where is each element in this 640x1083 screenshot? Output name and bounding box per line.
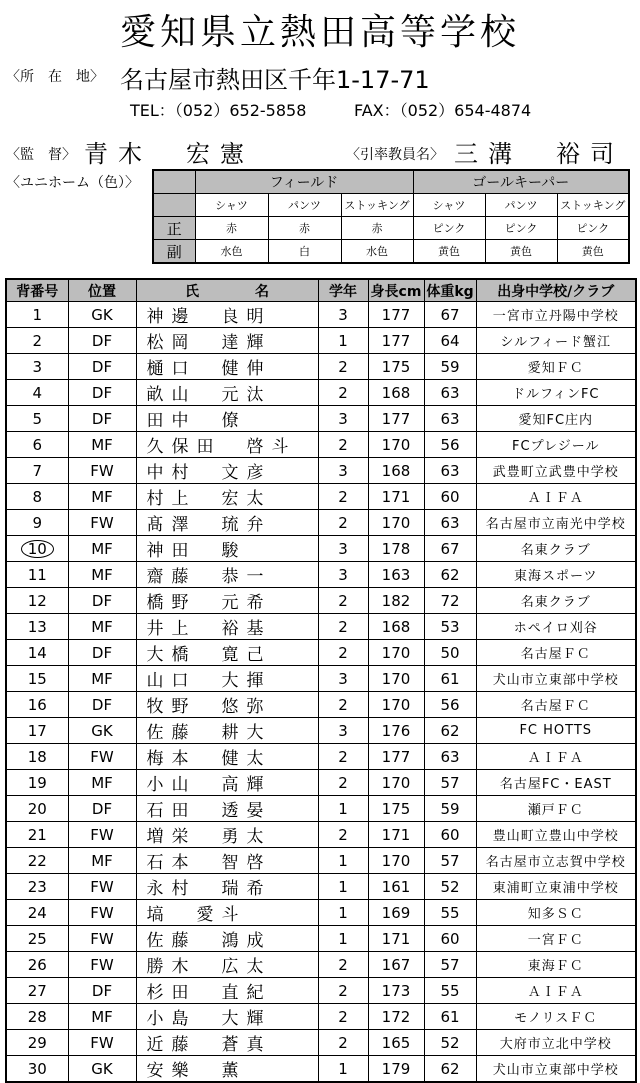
player-club: 名東クラブ <box>476 588 636 614</box>
table-row <box>6 1004 636 1030</box>
table-row <box>6 640 636 666</box>
player-weight: 63 <box>424 744 476 770</box>
player-number: 25 <box>6 926 68 952</box>
player-position: MF <box>68 432 136 458</box>
player-name: 山口 大揮 <box>136 666 318 692</box>
player-grade: 2 <box>318 1030 368 1056</box>
captain-mark: 10 <box>21 540 54 558</box>
roster-table <box>5 278 637 1083</box>
player-position: DF <box>68 796 136 822</box>
uniform-item: パンツ <box>485 194 557 217</box>
player-name: 大橋 寛己 <box>136 640 318 666</box>
player-name: 杉田 直紀 <box>136 978 318 1004</box>
player-club: 愛知FC庄内 <box>476 406 636 432</box>
player-number: 5 <box>6 406 68 432</box>
table-row <box>6 666 636 692</box>
player-name: 畝山 元汰 <box>136 380 318 406</box>
player-number <box>6 536 68 562</box>
player-club: ホペイロ刈谷 <box>476 614 636 640</box>
player-grade: 3 <box>318 666 368 692</box>
player-name: 安樂 薫 <box>136 1056 318 1083</box>
player-height: 170 <box>368 692 424 718</box>
player-name: 牧野 悠弥 <box>136 692 318 718</box>
player-name: 佐藤 耕大 <box>136 718 318 744</box>
player-height: 170 <box>368 770 424 796</box>
table-row <box>6 458 636 484</box>
player-position: MF <box>68 562 136 588</box>
player-height: 163 <box>368 562 424 588</box>
player-grade: 2 <box>318 770 368 796</box>
player-name: 永村 瑞希 <box>136 874 318 900</box>
player-club: 一宮市立丹陽中学校 <box>476 302 636 328</box>
table-row <box>6 354 636 380</box>
player-weight: 57 <box>424 770 476 796</box>
player-name: 村上 宏太 <box>136 484 318 510</box>
player-grade: 2 <box>318 510 368 536</box>
player-height: 177 <box>368 302 424 328</box>
address: 名古屋市熱田区千年1-17-71 <box>120 66 430 94</box>
player-weight: 62 <box>424 562 476 588</box>
player-weight: 63 <box>424 458 476 484</box>
table-row <box>6 848 636 874</box>
player-height: 170 <box>368 848 424 874</box>
leader-label: 〈引率教員名〉 <box>346 147 444 163</box>
player-position: DF <box>68 328 136 354</box>
player-grade: 2 <box>318 822 368 848</box>
uniform-color: ピンク <box>557 217 629 240</box>
player-position: DF <box>68 692 136 718</box>
player-weight: 52 <box>424 1030 476 1056</box>
uniform-label: 〈ユニホーム（色）〉 <box>6 175 139 191</box>
player-grade: 3 <box>318 458 368 484</box>
player-position: MF <box>68 536 136 562</box>
player-name: 齋藤 恭一 <box>136 562 318 588</box>
player-weight: 60 <box>424 926 476 952</box>
player-name: 神邊 良明 <box>136 302 318 328</box>
uniform-table <box>152 169 630 264</box>
player-number: 28 <box>6 1004 68 1030</box>
player-height: 168 <box>368 458 424 484</box>
roster-header-row <box>6 279 636 302</box>
player-club: 犬山市立東部中学校 <box>476 1056 636 1083</box>
player-position: MF <box>68 614 136 640</box>
player-weight: 62 <box>424 718 476 744</box>
coach-label: 〈監 督〉 <box>6 147 76 163</box>
player-number: 12 <box>6 588 68 614</box>
player-position: MF <box>68 770 136 796</box>
table-row <box>6 562 636 588</box>
player-number: 2 <box>6 328 68 354</box>
player-grade: 1 <box>318 848 368 874</box>
table-row <box>6 1056 636 1083</box>
player-height: 177 <box>368 406 424 432</box>
player-weight: 63 <box>424 380 476 406</box>
player-club: シルフィード蟹江 <box>476 328 636 354</box>
player-club: 名古屋FC・EAST <box>476 770 636 796</box>
uniform-color: 黄色 <box>557 240 629 264</box>
uniform-group-field: フィールド <box>195 170 413 194</box>
player-club: 東海ＦＣ <box>476 952 636 978</box>
player-position: FW <box>68 952 136 978</box>
table-row <box>6 302 636 328</box>
player-club: 大府市立北中学校 <box>476 1030 636 1056</box>
player-height: 168 <box>368 614 424 640</box>
player-grade: 2 <box>318 1004 368 1030</box>
player-weight: 60 <box>424 484 476 510</box>
uniform-color: 水色 <box>341 240 413 264</box>
uniform-corner <box>153 194 195 217</box>
player-club: 東浦町立東浦中学校 <box>476 874 636 900</box>
player-position: FW <box>68 900 136 926</box>
player-club: 名古屋ＦＣ <box>476 640 636 666</box>
player-position: GK <box>68 302 136 328</box>
table-row <box>6 952 636 978</box>
player-number: 21 <box>6 822 68 848</box>
player-weight: 57 <box>424 952 476 978</box>
uniform-color: ピンク <box>413 217 485 240</box>
player-position: DF <box>68 354 136 380</box>
header-weight: 体重kg <box>424 279 476 302</box>
player-grade: 3 <box>318 536 368 562</box>
player-number: 18 <box>6 744 68 770</box>
player-club: 東海スポーツ <box>476 562 636 588</box>
player-grade: 2 <box>318 978 368 1004</box>
player-grade: 1 <box>318 874 368 900</box>
player-weight: 55 <box>424 978 476 1004</box>
player-number: 11 <box>6 562 68 588</box>
player-height: 170 <box>368 510 424 536</box>
player-height: 171 <box>368 822 424 848</box>
player-grade: 2 <box>318 484 368 510</box>
header-height: 身長cm <box>368 279 424 302</box>
table-row <box>6 718 636 744</box>
table-row <box>6 1030 636 1056</box>
player-weight: 57 <box>424 848 476 874</box>
player-weight: 61 <box>424 1004 476 1030</box>
player-weight: 67 <box>424 536 476 562</box>
player-name: 松岡 達輝 <box>136 328 318 354</box>
player-weight: 56 <box>424 432 476 458</box>
table-row <box>6 588 636 614</box>
player-weight: 56 <box>424 692 476 718</box>
player-club: 豊山町立豊山中学校 <box>476 822 636 848</box>
player-position: FW <box>68 510 136 536</box>
player-club: 名東クラブ <box>476 536 636 562</box>
player-weight: 52 <box>424 874 476 900</box>
player-position: MF <box>68 1004 136 1030</box>
table-row <box>6 822 636 848</box>
leader-name: 三溝 裕司 <box>454 140 624 168</box>
player-grade: 3 <box>318 302 368 328</box>
player-grade: 1 <box>318 328 368 354</box>
uniform-row-label: 正 <box>153 217 195 240</box>
player-club: 知多ＳＣ <box>476 900 636 926</box>
player-number: 22 <box>6 848 68 874</box>
player-height: 169 <box>368 900 424 926</box>
player-position: DF <box>68 380 136 406</box>
table-row <box>6 796 636 822</box>
player-weight: 62 <box>424 1056 476 1083</box>
player-weight: 55 <box>424 900 476 926</box>
table-row <box>6 328 636 354</box>
player-number: 4 <box>6 380 68 406</box>
player-number: 7 <box>6 458 68 484</box>
player-grade: 1 <box>318 926 368 952</box>
player-number: 20 <box>6 796 68 822</box>
player-height: 172 <box>368 1004 424 1030</box>
player-number: 30 <box>6 1056 68 1083</box>
player-number: 29 <box>6 1030 68 1056</box>
player-name: 勝木 広太 <box>136 952 318 978</box>
player-position: GK <box>68 718 136 744</box>
player-position: FW <box>68 822 136 848</box>
player-height: 177 <box>368 328 424 354</box>
player-weight: 63 <box>424 510 476 536</box>
player-height: 178 <box>368 536 424 562</box>
player-height: 170 <box>368 666 424 692</box>
player-height: 175 <box>368 354 424 380</box>
player-number: 9 <box>6 510 68 536</box>
player-club: ＡＩＦＡ <box>476 484 636 510</box>
player-height: 171 <box>368 484 424 510</box>
player-position: DF <box>68 640 136 666</box>
player-grade: 3 <box>318 562 368 588</box>
uniform-corner <box>153 170 195 194</box>
player-club: モノリスＦＣ <box>476 1004 636 1030</box>
player-name: 小山 高輝 <box>136 770 318 796</box>
table-row <box>6 406 636 432</box>
table-row <box>6 770 636 796</box>
player-number: 15 <box>6 666 68 692</box>
player-height: 161 <box>368 874 424 900</box>
player-name: 梅本 健太 <box>136 744 318 770</box>
player-grade: 1 <box>318 900 368 926</box>
uniform-color: 黄色 <box>485 240 557 264</box>
player-name: 樋口 健伸 <box>136 354 318 380</box>
player-club: 名古屋市立南光中学校 <box>476 510 636 536</box>
table-row <box>6 692 636 718</box>
player-name: 神田 駿 <box>136 536 318 562</box>
uniform-item: パンツ <box>268 194 341 217</box>
player-grade: 2 <box>318 744 368 770</box>
player-number: 17 <box>6 718 68 744</box>
table-row <box>6 900 636 926</box>
player-grade: 1 <box>318 796 368 822</box>
uniform-row-label: 副 <box>153 240 195 264</box>
tel-number: TEL：（052）652-5858 <box>130 101 307 120</box>
player-position: MF <box>68 484 136 510</box>
header-grade: 学年 <box>318 279 368 302</box>
player-number: 1 <box>6 302 68 328</box>
player-club: ＡＩＦＡ <box>476 744 636 770</box>
player-weight: 72 <box>424 588 476 614</box>
player-position: GK <box>68 1056 136 1083</box>
table-row <box>6 484 636 510</box>
table-row <box>6 926 636 952</box>
player-name: 塙 愛斗 <box>136 900 318 926</box>
header-name: 氏 名 <box>136 279 318 302</box>
player-name: 中村 文彦 <box>136 458 318 484</box>
player-club: 瀬戸ＦＣ <box>476 796 636 822</box>
player-number: 3 <box>6 354 68 380</box>
table-row <box>6 744 636 770</box>
uniform-color: 赤 <box>195 217 268 240</box>
player-grade: 2 <box>318 588 368 614</box>
player-height: 182 <box>368 588 424 614</box>
player-height: 167 <box>368 952 424 978</box>
player-grade: 2 <box>318 432 368 458</box>
player-name: 石田 透晏 <box>136 796 318 822</box>
header-club: 出身中学校/クラブ <box>476 279 636 302</box>
player-weight: 64 <box>424 328 476 354</box>
player-number: 27 <box>6 978 68 1004</box>
player-position: FW <box>68 744 136 770</box>
player-club: 名古屋ＦＣ <box>476 692 636 718</box>
player-weight: 67 <box>424 302 476 328</box>
player-name: 髙澤 琉弁 <box>136 510 318 536</box>
player-name: 石本 智啓 <box>136 848 318 874</box>
uniform-color: 黄色 <box>413 240 485 264</box>
player-number: 16 <box>6 692 68 718</box>
player-grade: 2 <box>318 380 368 406</box>
player-club: FC HOTTS <box>476 718 636 744</box>
header-number: 背番号 <box>6 279 68 302</box>
player-club: 一宮ＦＣ <box>476 926 636 952</box>
uniform-item: ストッキング <box>341 194 413 217</box>
fax-number: FAX：（052）654-4874 <box>354 101 532 120</box>
player-name: 田中 僚 <box>136 406 318 432</box>
player-height: 175 <box>368 796 424 822</box>
player-weight: 59 <box>424 796 476 822</box>
player-height: 176 <box>368 718 424 744</box>
player-name: 井上 裕基 <box>136 614 318 640</box>
player-weight: 63 <box>424 406 476 432</box>
player-club: 愛知ＦＣ <box>476 354 636 380</box>
player-height: 165 <box>368 1030 424 1056</box>
player-number: 19 <box>6 770 68 796</box>
player-weight: 50 <box>424 640 476 666</box>
uniform-color: 赤 <box>341 217 413 240</box>
player-position: FW <box>68 926 136 952</box>
uniform-color: 白 <box>268 240 341 264</box>
table-row <box>6 510 636 536</box>
uniform-color: 赤 <box>268 217 341 240</box>
header-position: 位置 <box>68 279 136 302</box>
player-club: 名古屋市立志賀中学校 <box>476 848 636 874</box>
player-grade: 3 <box>318 406 368 432</box>
player-number: 24 <box>6 900 68 926</box>
player-height: 173 <box>368 978 424 1004</box>
player-height: 179 <box>368 1056 424 1083</box>
table-row <box>6 874 636 900</box>
table-row <box>6 432 636 458</box>
table-row <box>6 536 636 562</box>
player-grade: 2 <box>318 640 368 666</box>
roster-body <box>6 302 636 1083</box>
player-number: 14 <box>6 640 68 666</box>
player-name: 橋野 元希 <box>136 588 318 614</box>
player-name: 久保田 啓斗 <box>136 432 318 458</box>
player-number: 26 <box>6 952 68 978</box>
table-row <box>6 614 636 640</box>
player-club: FCプレジール <box>476 432 636 458</box>
uniform-item: シャツ <box>195 194 268 217</box>
uniform-item: シャツ <box>413 194 485 217</box>
address-label: 〈所 在 地〉 <box>6 69 104 85</box>
uniform-item: ストッキング <box>557 194 629 217</box>
player-position: MF <box>68 848 136 874</box>
player-position: MF <box>68 666 136 692</box>
player-position: FW <box>68 874 136 900</box>
player-grade: 2 <box>318 692 368 718</box>
player-weight: 53 <box>424 614 476 640</box>
player-height: 170 <box>368 640 424 666</box>
player-name: 近藤 蒼真 <box>136 1030 318 1056</box>
player-club: ドルフィンFC <box>476 380 636 406</box>
coach-name: 青木 宏憲 <box>84 140 254 168</box>
uniform-group-keeper: ゴールキーパー <box>413 170 629 194</box>
player-club: 犬山市立東部中学校 <box>476 666 636 692</box>
player-number: 13 <box>6 614 68 640</box>
player-position: DF <box>68 406 136 432</box>
player-club: ＡＩＦＡ <box>476 978 636 1004</box>
player-club: 武豊町立武豊中学校 <box>476 458 636 484</box>
player-position: DF <box>68 588 136 614</box>
player-name: 増栄 勇太 <box>136 822 318 848</box>
table-row <box>6 380 636 406</box>
player-height: 170 <box>368 432 424 458</box>
player-grade: 2 <box>318 614 368 640</box>
player-number: 8 <box>6 484 68 510</box>
player-height: 171 <box>368 926 424 952</box>
player-position: FW <box>68 1030 136 1056</box>
player-grade: 2 <box>318 952 368 978</box>
player-name: 小島 大輝 <box>136 1004 318 1030</box>
uniform-color: ピンク <box>485 217 557 240</box>
player-name: 佐藤 鴻成 <box>136 926 318 952</box>
player-number: 23 <box>6 874 68 900</box>
school-title: 愛知県立熱田高等学校 <box>119 12 520 53</box>
player-position: FW <box>68 458 136 484</box>
player-grade: 2 <box>318 354 368 380</box>
player-weight: 61 <box>424 666 476 692</box>
player-weight: 60 <box>424 822 476 848</box>
player-height: 168 <box>368 380 424 406</box>
uniform-color: 水色 <box>195 240 268 264</box>
table-row <box>6 978 636 1004</box>
player-position: DF <box>68 978 136 1004</box>
player-weight: 59 <box>424 354 476 380</box>
player-grade: 1 <box>318 1056 368 1083</box>
player-grade: 3 <box>318 718 368 744</box>
player-height: 177 <box>368 744 424 770</box>
player-number: 6 <box>6 432 68 458</box>
